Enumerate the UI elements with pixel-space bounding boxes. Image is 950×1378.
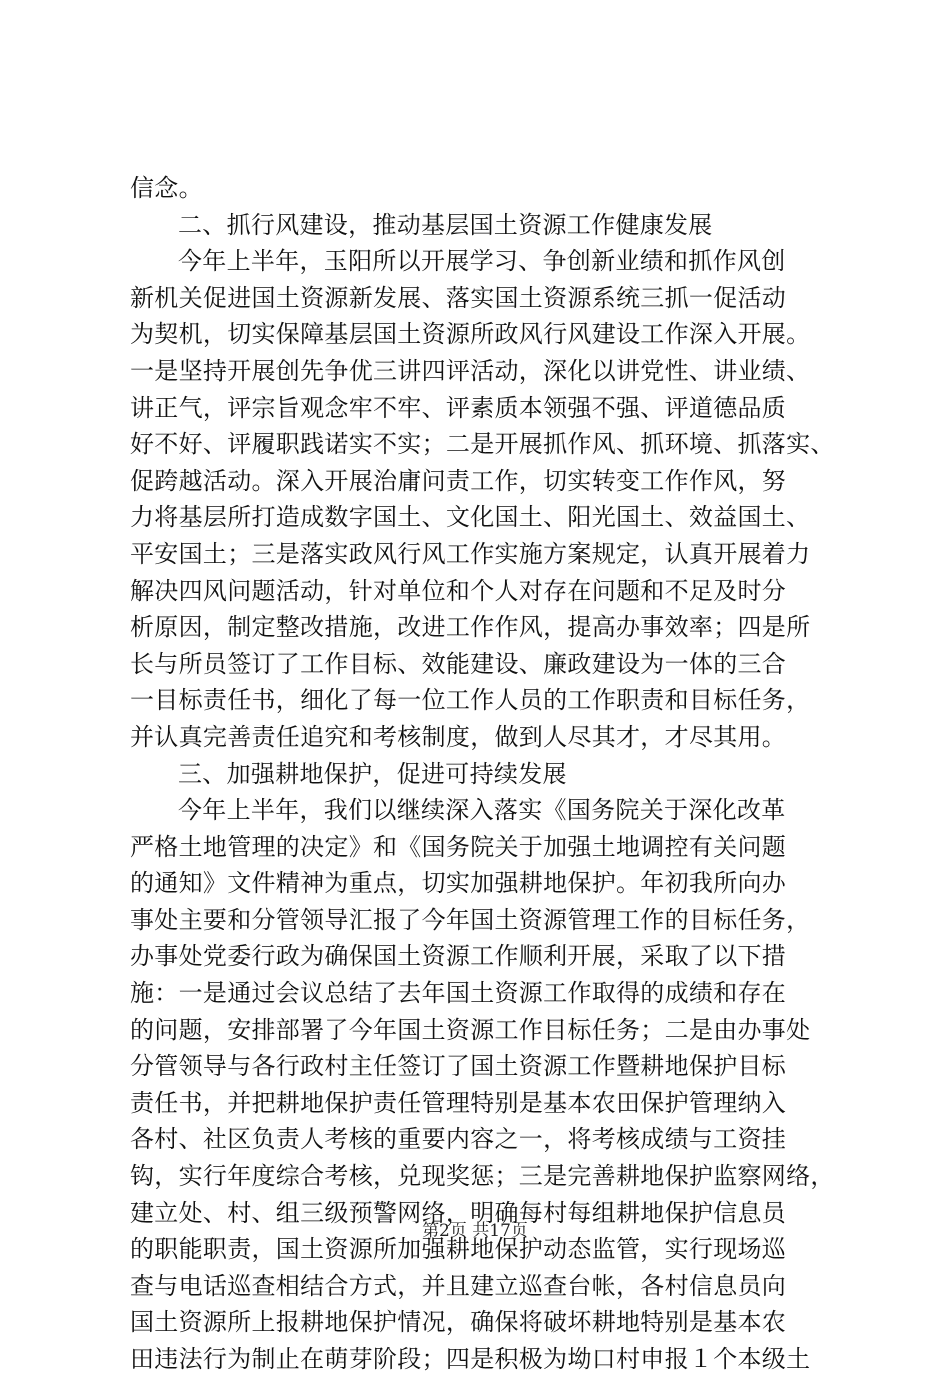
text-line: 的通知》文件精神为重点，切实加强耕地保护。年初我所向办: [130, 869, 787, 898]
text-line: 解决四风问题活动，针对单位和个人对存在问题和不足及时分: [130, 576, 787, 605]
text-line: 的问题，安排部署了今年国土资源工作目标任务；二是由办事处: [130, 1015, 811, 1044]
page-footer: [0, 1216, 950, 1241]
text-line: 力将基层所打造成数字国土、文化国土、阳光国土、效益国土、: [130, 503, 811, 532]
document-body: [130, 170, 835, 1378]
text-line: 严格土地管理的决定》和《国务院关于加强土地调控有关问题: [130, 832, 787, 861]
section-heading-2: 二、抓行风建设，推动基层国土资源工作健康发展: [178, 210, 713, 239]
text-line: 分管领导与各行政村主任签订了国土资源工作暨耕地保护目标: [130, 1052, 787, 1081]
text-line: 一是坚持开展创先争优三讲四评活动，深化以讲党性、讲业绩、: [130, 356, 811, 385]
text-line: 讲正气，评宗旨观念牢不牢、评素质本领强不强、评道德品质: [130, 393, 787, 422]
paragraph-first-line: 今年上半年，我们以继续深入落实《国务院关于深化改革: [178, 796, 786, 825]
text-line: 一目标责任书，细化了每一位工作人员的工作职责和目标任务，: [130, 686, 811, 715]
paragraph-first-line: 今年上半年，玉阳所以开展学习、争创新业绩和抓作风创: [178, 247, 786, 276]
text-line: 各村、社区负责人考核的重要内容之一，将考核成绩与工资挂: [130, 1125, 787, 1154]
text-line: 促跨越活动。深入开展治庸问责工作，切实转变工作作风，努: [130, 466, 787, 495]
page-number: 第2页 共17页: [422, 1221, 528, 1241]
text-line: 为契机，切实保障基层国土资源所政风行风建设工作深入开展。: [130, 320, 811, 349]
text-line: 钩，实行年度综合考核，兑现奖惩；三是完善耕地保护监察网络，: [130, 1162, 835, 1191]
text-line: 办事处党委行政为确保国土资源工作顺利开展，采取了以下措: [130, 942, 787, 971]
text-line: 新机关促进国土资源新发展、落实国土资源系统三抓一促活动: [130, 283, 787, 312]
text-line: 的职能职责，国土资源所加强耕地保护动态监管，实行现场巡: [130, 1235, 787, 1264]
text-line: 责任书，并把耕地保护责任管理特别是基本农田保护管理纳入: [130, 1088, 787, 1117]
text-line: 信念。: [130, 174, 203, 202]
text-line: 查与电话巡查相结合方式，并且建立巡查台帐，各村信息员向: [130, 1271, 787, 1300]
section-heading-3: 三、加强耕地保护，促进可持续发展: [178, 759, 567, 788]
text-line: 事处主要和分管领导汇报了今年国土资源管理工作的目标任务，: [130, 905, 811, 934]
text-line: 长与所员签订了工作目标、效能建设、廉政建设为一体的三合: [130, 649, 787, 678]
text-line: 田违法行为制止在萌芽阶段；四是积极为坳口村申报１个本级土: [130, 1345, 811, 1373]
text-line: 建立处、村、组三级预警网络，明确每村每组耕地保护信息员: [130, 1198, 787, 1227]
text-line: 国土资源所上报耕地保护情况，确保将破坏耕地特别是基本农: [130, 1308, 787, 1337]
text-line: 好不好、评履职践诺实不实；二是开展抓作风、抓环境、抓落实、: [130, 430, 835, 459]
text-line: 平安国土；三是落实政风行风工作实施方案规定，认真开展着力: [130, 539, 811, 568]
text-line: 施：一是通过会议总结了去年国土资源工作取得的成绩和存在: [130, 979, 787, 1008]
text-line: 并认真完善责任追究和考核制度，做到人尽其才，才尽其用。: [130, 722, 787, 751]
text-line: 析原因，制定整改措施，改进工作作风，提高办事效率；四是所: [130, 613, 811, 642]
